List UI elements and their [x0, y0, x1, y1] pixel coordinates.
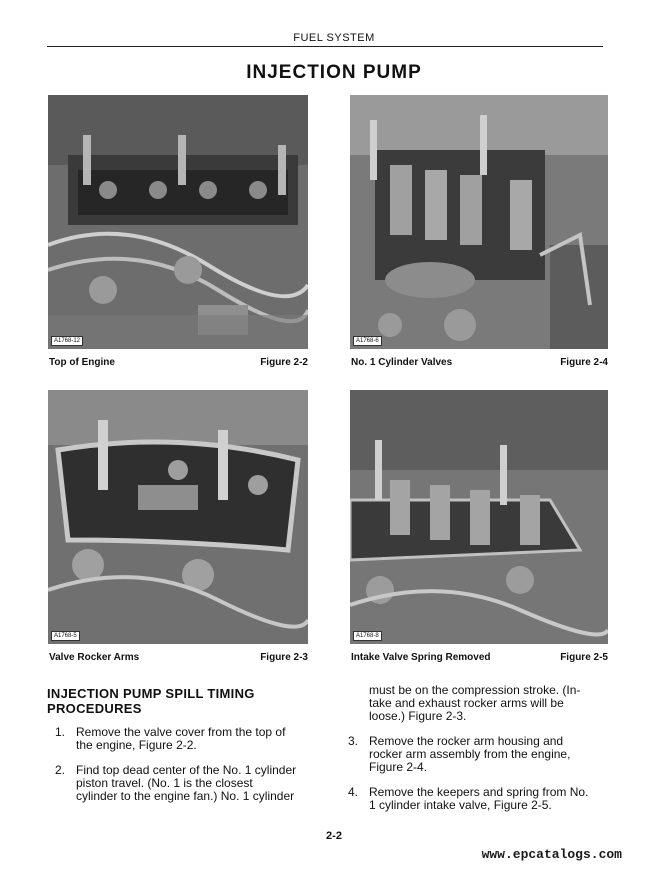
section-title: FUEL SYSTEM: [293, 32, 375, 44]
step-number: 1.: [55, 725, 66, 739]
step-text: [369, 684, 580, 723]
step-text: [369, 735, 570, 774]
figure-number: Figure 2-3: [260, 652, 308, 663]
step-line: loose.) Figure 2-3.: [369, 709, 467, 723]
step-line: Remove the valve cover from the top of: [76, 725, 286, 739]
step-line: piston travel. (No. 1 is the closest: [76, 776, 253, 790]
step-line: take and exhaust rocker arms will be: [369, 696, 564, 710]
figure-number: Figure 2-4: [560, 357, 608, 368]
figure-tag: A1768-8: [353, 631, 382, 641]
figure-tag: A1768-6: [353, 336, 382, 346]
figure-2-5-photo: [350, 390, 608, 644]
step-number: 3.: [348, 734, 359, 748]
section-heading-line: PROCEDURES: [47, 701, 142, 716]
watermark-url[interactable]: www.epcatalogs.com: [481, 847, 622, 862]
step-line: 1 cylinder intake valve, Figure 2-5.: [369, 798, 552, 812]
step-text: [369, 786, 588, 812]
step-line: cylinder to the engine fan.) No. 1 cylinder: [76, 789, 295, 803]
figure-tag: A1768-5: [51, 631, 80, 641]
step-number: 4.: [348, 785, 359, 799]
step-line: must be on the compression stroke. (In-: [369, 683, 581, 697]
figure-2-2-photo: [48, 95, 308, 349]
header-divider: [47, 46, 603, 47]
figure-2-4-photo: [350, 95, 608, 349]
figure-caption: Top of Engine: [49, 357, 115, 368]
step-line: the engine, Figure 2-2.: [76, 738, 197, 752]
figure-caption: No. 1 Cylinder Valves: [351, 357, 453, 368]
figure-tag: A1768-12: [51, 336, 83, 346]
page-number: 2-2: [326, 830, 342, 842]
step-line: Remove the keepers and spring from No.: [369, 785, 589, 799]
step-line: Remove the rocker arm housing and: [369, 734, 564, 748]
section-heading: [47, 686, 307, 716]
figure-caption: Intake Valve Spring Removed: [351, 652, 491, 663]
step-line: rocker arm assembly from the engine,: [369, 747, 571, 761]
figure-2-3-photo: [48, 390, 308, 644]
step-text: [76, 726, 285, 752]
figure-caption: Valve Rocker Arms: [49, 652, 140, 663]
step-text: [76, 764, 296, 803]
page-title: INJECTION PUMP: [246, 62, 422, 83]
figure-number: Figure 2-5: [560, 652, 608, 663]
step-line: Figure 2-4.: [369, 760, 428, 774]
section-heading-line: INJECTION PUMP SPILL TIMING: [47, 686, 255, 701]
figure-number: Figure 2-2: [260, 357, 308, 368]
step-line: Find top dead center of the No. 1 cylinder: [76, 763, 297, 777]
step-number: 2.: [55, 763, 66, 777]
